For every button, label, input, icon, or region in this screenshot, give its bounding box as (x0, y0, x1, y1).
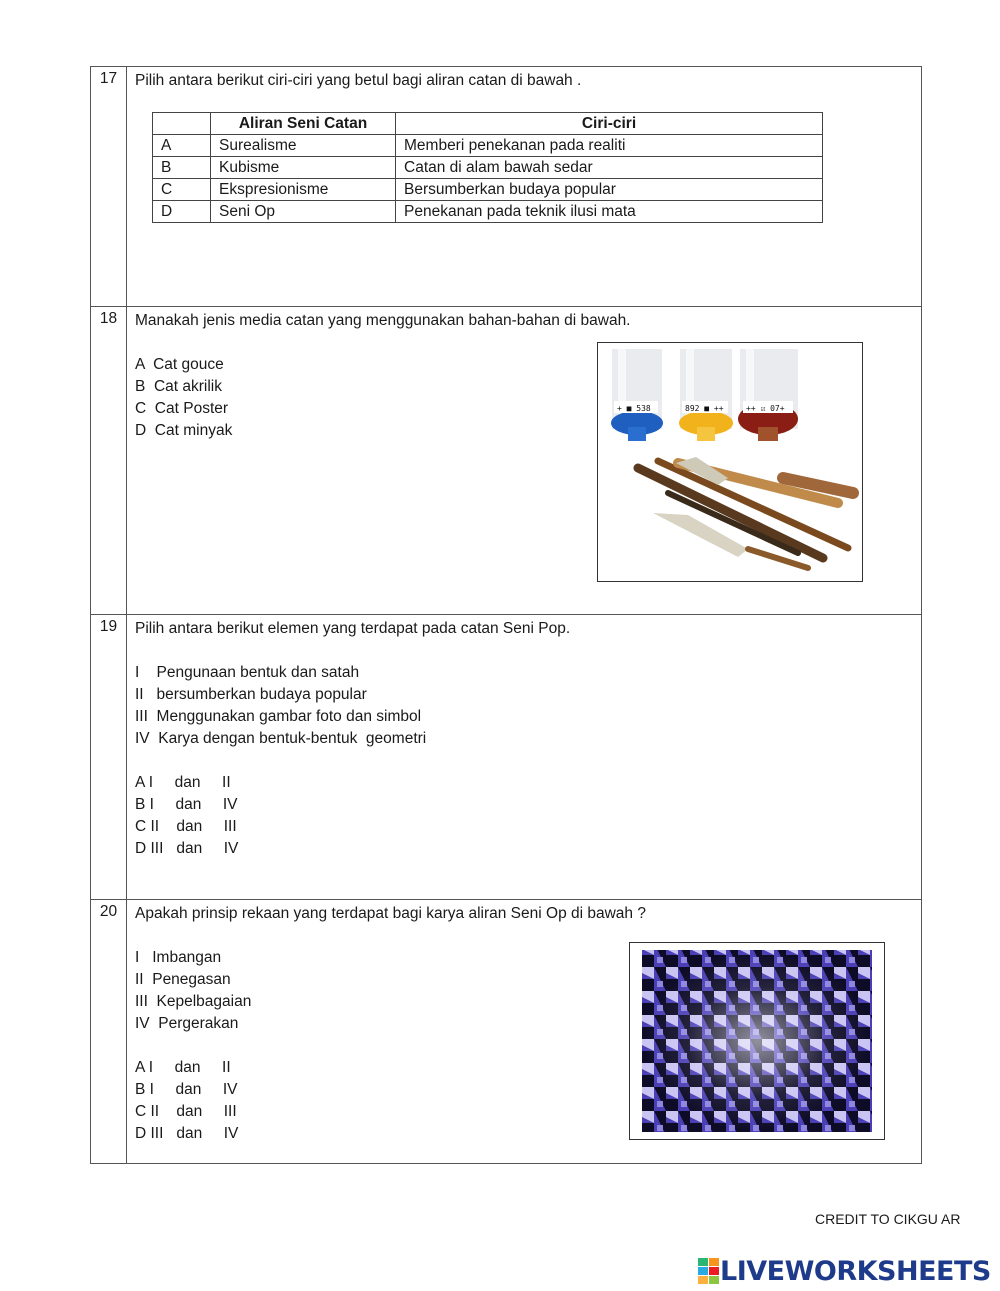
table-header: Aliran Seni Catan (211, 113, 396, 135)
question-prompt: Manakah jenis media catan yang menggunakan bahan-bahan di bawah. (135, 312, 631, 329)
answer-option[interactable]: C II dan III (135, 1103, 237, 1120)
op-art-image (629, 942, 885, 1140)
answer-option[interactable]: D Cat minyak (135, 422, 233, 439)
question-number: 18 (91, 307, 127, 615)
paint-tubes-image (597, 342, 863, 582)
answer-option[interactable]: B I dan IV (135, 1081, 238, 1098)
svg-text:892 ■ ++: 892 ■ ++ (685, 404, 724, 413)
table-header (153, 113, 211, 135)
table-cell: Bersumberkan budaya popular (396, 179, 823, 201)
worksheet-blocks-icon (698, 1258, 720, 1284)
statement: IV Karya dengan bentuk-bentuk geometri (135, 730, 427, 747)
answer-option[interactable]: D III dan IV (135, 840, 239, 857)
table-cell: Memberi penekanan pada realiti (396, 135, 823, 157)
question-row-20 (91, 900, 922, 1164)
question-number: 20 (91, 900, 127, 1164)
answer-option[interactable]: A I dan II (135, 1059, 231, 1076)
table-cell: Catan di alam bawah sedar (396, 157, 823, 179)
table-header-row (153, 113, 823, 135)
question-number: 17 (91, 67, 127, 307)
op-art-pattern-icon (630, 943, 884, 1139)
answer-option[interactable]: A Cat gouce (135, 356, 224, 373)
question-row-17 (91, 67, 922, 307)
question-prompt: Pilih antara berikut ciri-ciri yang betul bagi aliran catan di bawah . (135, 72, 582, 89)
answer-option[interactable]: A I dan II (135, 774, 231, 791)
question-table (90, 66, 922, 1164)
question-row-18 (91, 307, 922, 615)
table-cell: A (153, 135, 211, 157)
question-prompt: Apakah prinsip rekaan yang terdapat bagi karya aliran Seni Op di bawah ? (135, 905, 646, 922)
question-body (127, 307, 922, 615)
answer-option[interactable]: C II dan III (135, 818, 237, 835)
answer-option[interactable]: C Cat Poster (135, 400, 229, 417)
question-number: 19 (91, 615, 127, 900)
table-cell: Ekspresionisme (211, 179, 396, 201)
table-cell: C (153, 179, 211, 201)
statement: II bersumberkan budaya popular (135, 686, 367, 703)
table-row (153, 157, 823, 179)
brand-name: LIVEWORKSHEETS (720, 1255, 991, 1287)
table-cell: D (153, 201, 211, 223)
paint-tubes-brushes-icon (598, 343, 862, 581)
question-prompt: Pilih antara berikut elemen yang terdapat pada catan Seni Pop. (135, 620, 571, 637)
svg-text:+ ■ 538: + ■ 538 (617, 404, 651, 413)
statement: III Kepelbagaian (135, 993, 252, 1010)
table-header: Ciri-ciri (396, 113, 823, 135)
table-row (153, 135, 823, 157)
statement: IV Pergerakan (135, 1015, 239, 1032)
question-body (127, 67, 922, 307)
table-row (153, 179, 823, 201)
statement: II Penegasan (135, 971, 231, 988)
table-cell: Surealisme (211, 135, 396, 157)
table-row (153, 201, 823, 223)
liveworksheets-logo[interactable] (698, 1256, 991, 1286)
statement: I Pengunaan bentuk dan satah (135, 664, 360, 681)
answer-option[interactable]: D III dan IV (135, 1125, 239, 1142)
answer-option[interactable]: B I dan IV (135, 796, 238, 813)
table-cell: Kubisme (211, 157, 396, 179)
table-cell: B (153, 157, 211, 179)
table-cell: Penekanan pada teknik ilusi mata (396, 201, 823, 223)
credit-text: CREDIT TO CIKGU AR (815, 1211, 961, 1227)
statement: I Imbangan (135, 949, 222, 966)
question-body (127, 615, 922, 900)
art-movements-table (152, 112, 823, 223)
question-body (127, 900, 922, 1164)
answer-option[interactable]: B Cat akrilik (135, 378, 222, 395)
svg-text:++ ☑ 07+: ++ ☑ 07+ (746, 404, 785, 413)
table-cell: Seni Op (211, 201, 396, 223)
statement: III Menggunakan gambar foto dan simbol (135, 708, 422, 725)
question-row-19 (91, 615, 922, 900)
